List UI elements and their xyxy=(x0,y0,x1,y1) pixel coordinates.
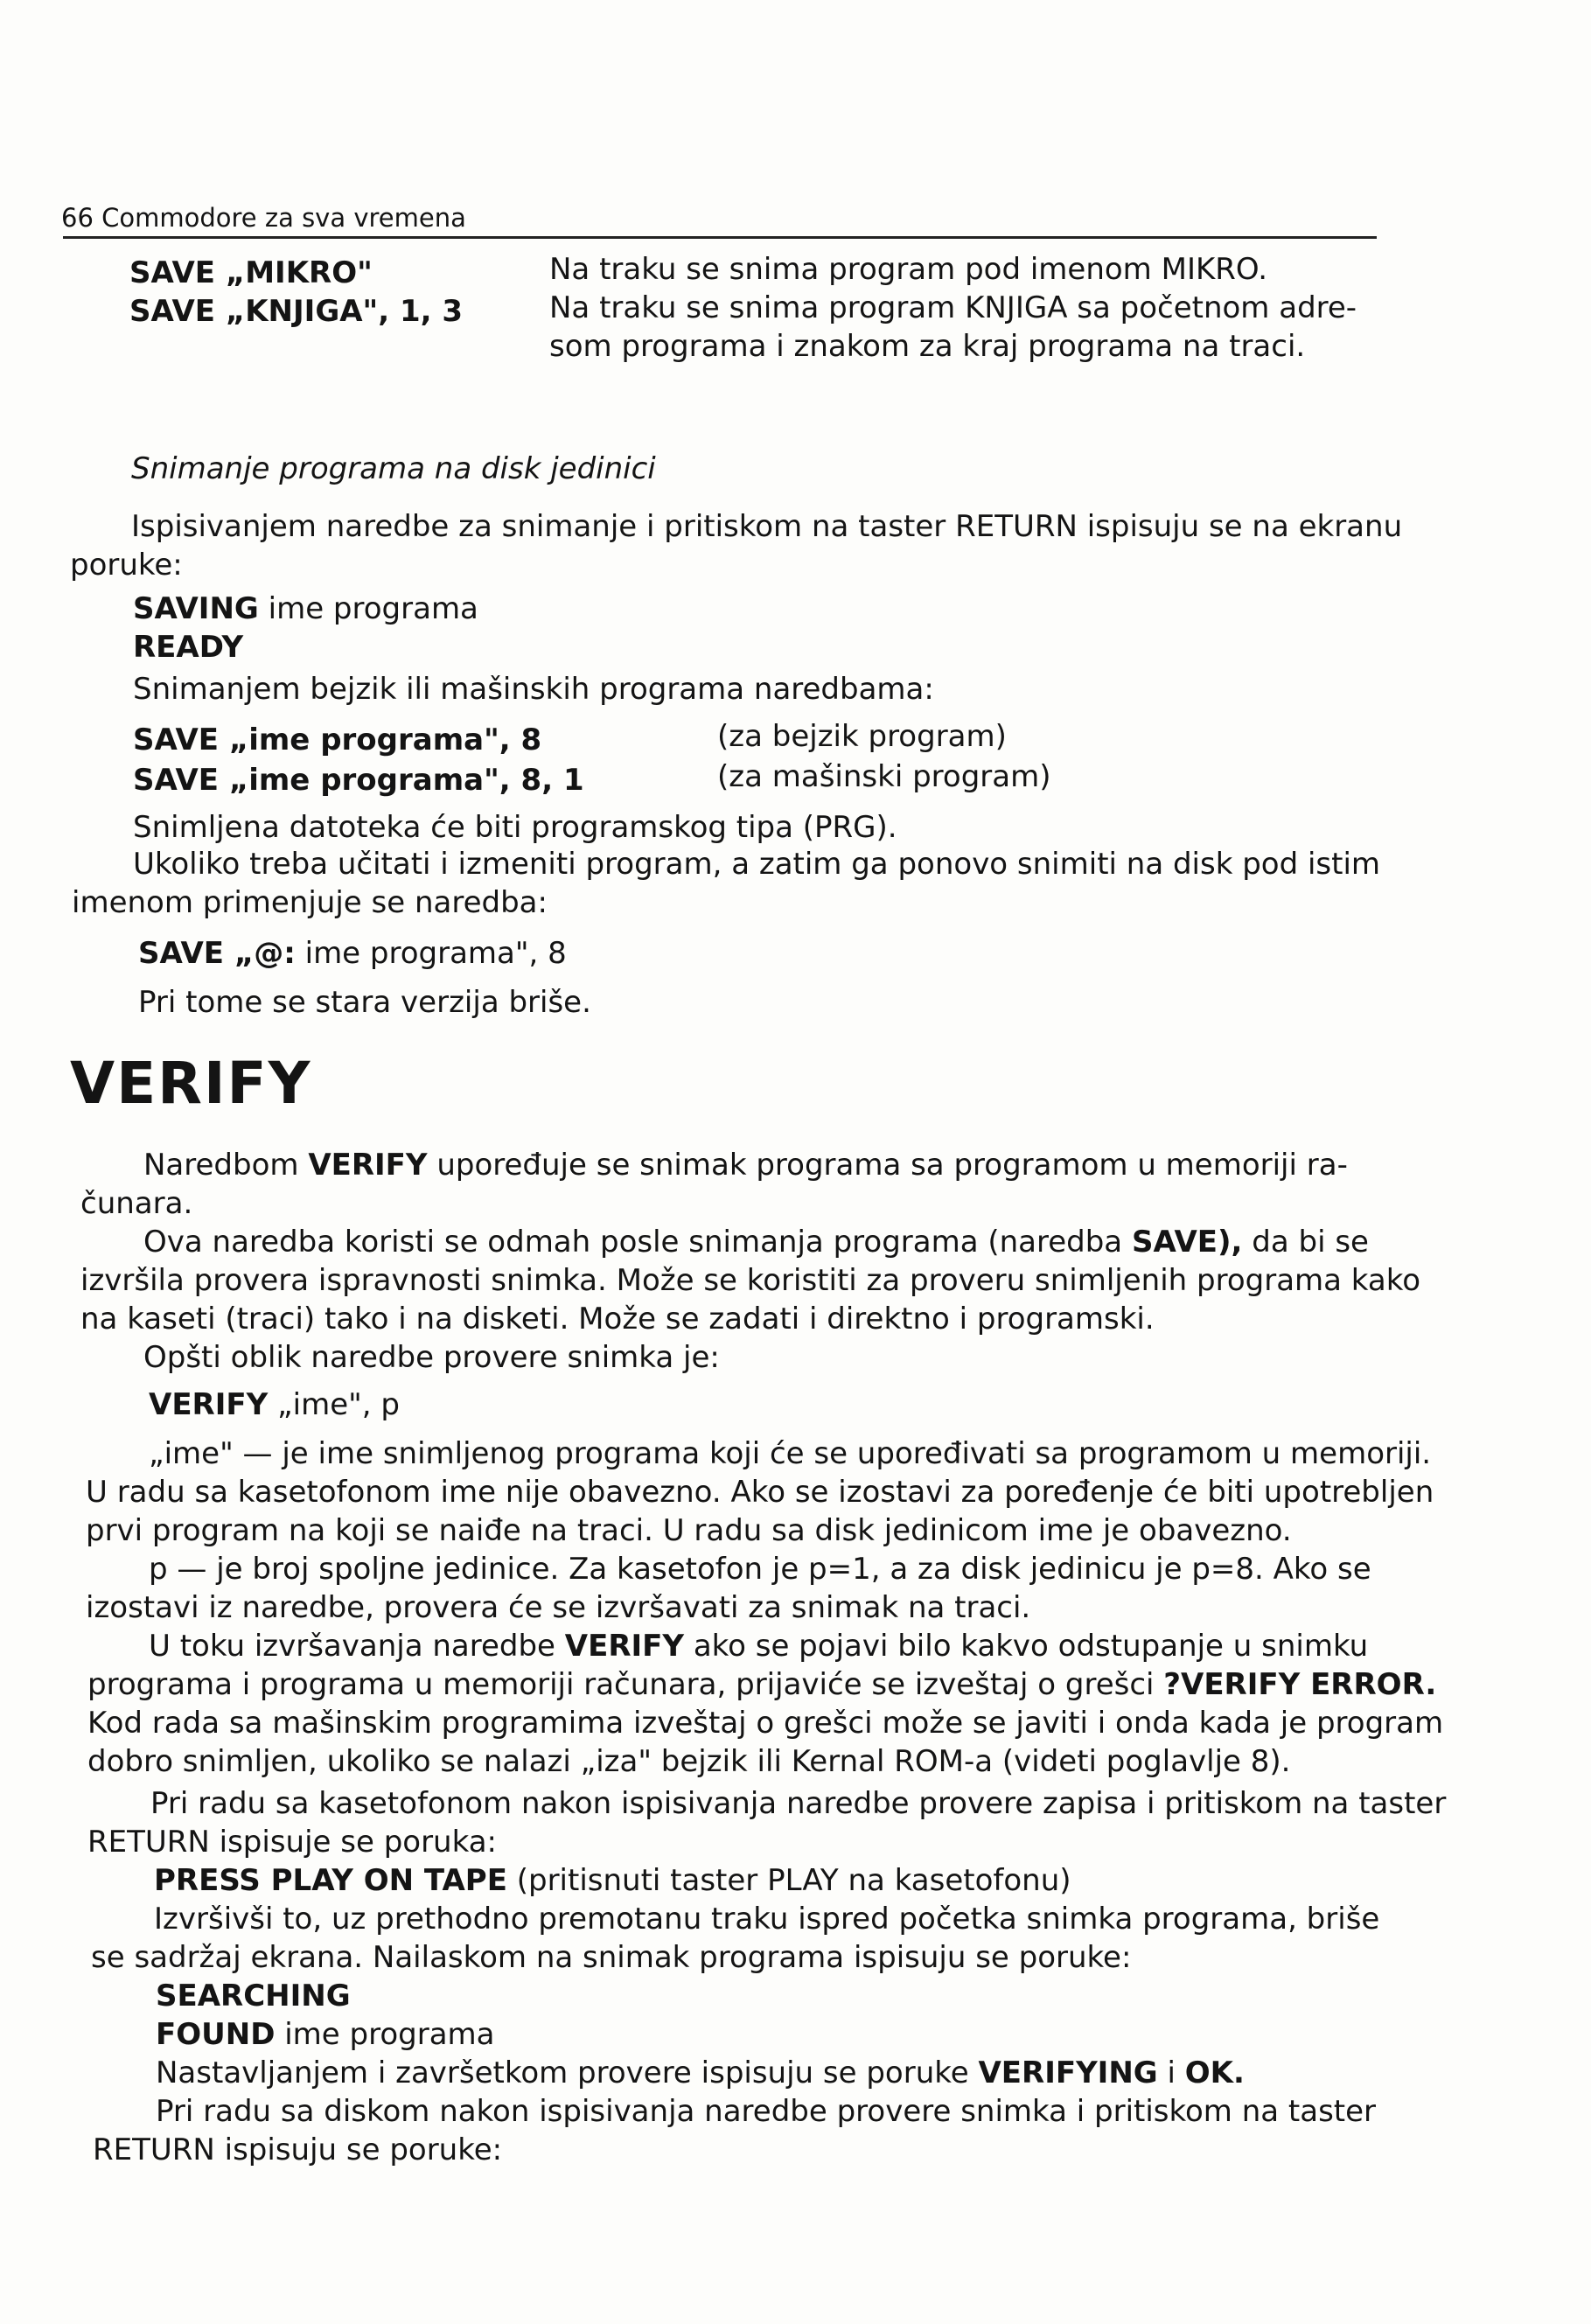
verify-line-13-pre: U toku izvršavanja naredbe xyxy=(149,1629,565,1664)
save-knjiga-command: SAVE „KNJIGA", 1, 3 xyxy=(129,294,464,329)
verify-line-14 xyxy=(87,1665,1436,1704)
verify-line-24-pre: Nastavljanjem i završetkom provere ispisuju se poruke xyxy=(156,2055,979,2090)
press-play-message xyxy=(154,1861,1071,1900)
found-message xyxy=(156,2015,495,2054)
verify-line-25: Pri radu sa diskom nakon ispisivanja naredbe provere snimka i pritiskom na taster xyxy=(156,2094,1377,2129)
verify-line-24 xyxy=(156,2054,1245,2092)
page-header xyxy=(61,203,466,233)
verify-heading: VERIFY xyxy=(70,1050,312,1117)
verify-line-21: se sadržaj ekrana. Nailaskom na snimak programa ispisuju se poruke: xyxy=(91,1940,1132,1975)
header-rule xyxy=(63,236,1377,239)
verify-line-9: U radu sa kasetofonom ime nije obavezno. Ako se izostavi za poređenje će biti upotrebljen xyxy=(86,1475,1434,1510)
verify-line-17: Pri radu sa kasetofonom nakon ispisivanja naredbe provere zapisa i pritiskom na taster xyxy=(150,1786,1447,1821)
disk-paragraph-3: Snimljena datoteka će biti programskog tipa (PRG). xyxy=(133,810,897,845)
save-ml-command: SAVE „ime programa", 8, 1 xyxy=(133,763,584,798)
verify-line-15: Kod rada sa mašinskim programima izveštaj o grešci može se javiti i onda kada je program xyxy=(87,1706,1444,1741)
save-mikro-command: SAVE „MIKRO" xyxy=(129,255,373,290)
saving-keyword: SAVING xyxy=(133,591,259,626)
verify-line-3-bold: SAVE), xyxy=(1131,1225,1243,1260)
verify-line-5: na kaseti (traci) tako i na disketi. Može se zadati i direktno i programski. xyxy=(80,1302,1155,1336)
verify-line-1-pre: Naredbom xyxy=(143,1148,309,1183)
verify-line-2: čunara. xyxy=(80,1186,193,1221)
verify-line-8: „ime" — je ime snimljenog programa koji će se upoređivati sa programom u memoriji. xyxy=(149,1436,1432,1471)
verify-line-13 xyxy=(149,1627,1368,1665)
save-replace-keyword: SAVE „@: xyxy=(138,936,296,971)
verify-syntax-keyword: VERIFY xyxy=(149,1387,269,1422)
press-play-rest: (pritisnuti taster PLAY na kasetofonu) xyxy=(506,1863,1071,1898)
verify-line-24-mid: i xyxy=(1157,2055,1185,2090)
disk-paragraph-line-1: Ispisivanjem naredbe za snimanje i pritiskom na taster RETURN ispisuju se na ekranu xyxy=(131,509,1403,544)
disk-paragraph-4-line-1: Ukoliko treba učitati i izmeniti program, a zatim ga ponovo snimiti na disk pod istim xyxy=(133,847,1381,882)
verify-line-6: Opšti oblik naredbe provere snimka je: xyxy=(143,1340,720,1375)
verify-line-3-pre: Ova naredba koristi se odmah posle snimanja programa (naredba xyxy=(143,1225,1132,1260)
save-ml-note: (za mašinski program) xyxy=(717,759,1051,794)
saving-rest: ime programa xyxy=(258,591,478,626)
verify-line-18: RETURN ispisuje se poruka: xyxy=(87,1825,497,1860)
found-keyword: FOUND xyxy=(156,2017,276,2052)
verify-line-16: dobro snimljen, ukoliko se nalazi „iza" bejzik ili Kernal ROM-a (videti poglavlje 8). xyxy=(87,1744,1291,1779)
verify-line-1-post: upoređuje se snimak programa sa programom u memoriji ra- xyxy=(427,1148,1348,1183)
disk-paragraph-line-2: poruke: xyxy=(70,548,183,583)
ready-message: READY xyxy=(133,630,244,665)
ok-keyword: OK. xyxy=(1184,2055,1245,2090)
save-basic-note: (za bejzik program) xyxy=(717,719,1007,754)
verify-line-13-bold: VERIFY xyxy=(564,1629,685,1664)
save-mikro-description: Na traku se snima program pod imenom MIKRO. xyxy=(549,252,1268,287)
save-replace-rest: ime programa", 8 xyxy=(295,936,567,971)
verify-line-3-post: da bi se xyxy=(1242,1225,1369,1260)
verify-line-10: prvi program na koji se naiđe na traci. U radu sa disk jedinicom ime je obavezno. xyxy=(86,1513,1292,1548)
verify-line-14-pre: programa i programa u memoriji računara, prijaviće se izveštaj o grešci xyxy=(87,1667,1164,1702)
verify-line-12: izostavi iz naredbe, provera će se izvršavati za snimak na traci. xyxy=(86,1590,1031,1625)
press-play-keyword: PRESS PLAY ON TAPE xyxy=(154,1863,507,1898)
saving-message xyxy=(133,590,478,628)
save-knjiga-description-2: som programa i znakom za kraj programa na traci. xyxy=(549,329,1306,364)
disk-subsection-title: Snimanje programa na disk jedinici xyxy=(131,451,656,486)
verify-line-3 xyxy=(143,1223,1369,1261)
found-rest: ime programa xyxy=(275,2017,495,2052)
verify-line-1 xyxy=(143,1146,1348,1184)
verify-line-4: izvršila provera ispravnosti snimka. Može se koristiti za proveru snimljenih programa kako xyxy=(80,1263,1420,1298)
verify-syntax-rest: „ime", p xyxy=(268,1387,400,1422)
verifying-keyword: VERIFYING xyxy=(978,2055,1158,2090)
disk-paragraph-2: Snimanjem bejzik ili mašinskih programa naredbama: xyxy=(133,672,934,707)
verify-line-13-post: ako se pojavi bilo kakvo odstupanje u snimku xyxy=(684,1629,1369,1664)
verify-line-20: Izvršivši to, uz prethodno premotanu traku ispred početka snimka programa, briše xyxy=(154,1902,1380,1937)
save-knjiga-description-1: Na traku se snima program KNJIGA sa početnom adre- xyxy=(549,290,1357,325)
verify-syntax xyxy=(149,1385,400,1424)
verify-line-14-bold: ?VERIFY ERROR. xyxy=(1163,1667,1437,1702)
verify-line-26: RETURN ispisuju se poruke: xyxy=(93,2132,503,2167)
verify-line-11: p — je broj spoljne jedinice. Za kasetofon je p=1, a za disk jedinicu je p=8. Ako se xyxy=(149,1552,1371,1587)
page-number: 66 xyxy=(61,203,94,233)
searching-message: SEARCHING xyxy=(156,1979,351,2013)
disk-paragraph-5: Pri tome se stara verzija briše. xyxy=(138,985,591,1020)
verify-line-1-bold: VERIFY xyxy=(308,1148,428,1183)
save-basic-command: SAVE „ime programa", 8 xyxy=(133,722,542,757)
running-title: Commodore za sva vremena xyxy=(101,203,466,233)
disk-paragraph-4-line-2: imenom primenjuje se naredba: xyxy=(72,885,548,920)
save-replace-command xyxy=(138,934,567,973)
